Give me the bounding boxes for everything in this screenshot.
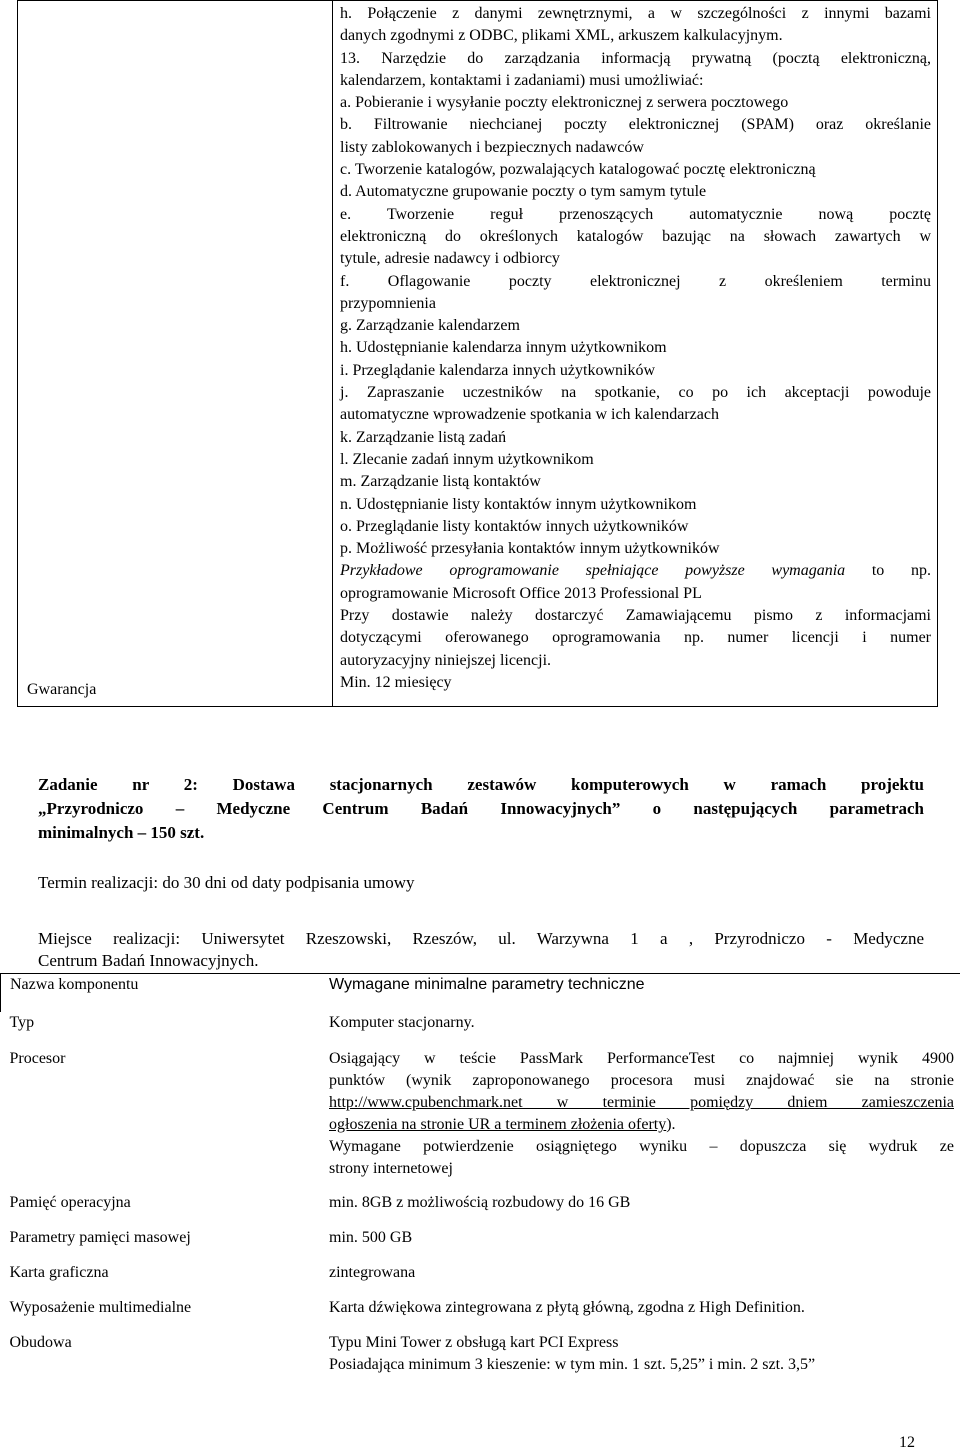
- requirement-line: p. Możliwość przesyłania kontaktów innym użytkowników: [340, 540, 720, 558]
- requirement-line: f. Oflagowanie poczty elektronicznej z określeniem terminu: [340, 272, 931, 290]
- procesor-line-4-tail: ).: [666, 1116, 676, 1133]
- procesor-link-2[interactable]: ogłoszenia na stronie UR a terminem złożenia oferty: [329, 1116, 667, 1133]
- delivery-note-line: Przy dostawie należy dostarczyć Zamawiającemu pismo z informacjami: [340, 607, 931, 625]
- deadline-text: Termin realizacji: do 30 dni od daty podpisania umowy: [38, 873, 415, 892]
- warranty-label-cell: [18, 1, 333, 707]
- task-heading-line-2: „Przyrodniczo – Medyczne Centrum Badań Innowacyjnych” o następujących parametrach: [38, 799, 924, 818]
- requirement-line: d. Automatyczne grupowanie poczty o tym samym tytule: [340, 183, 707, 201]
- example-software-name: oprogramowanie Microsoft Office 2013 Professional PL: [340, 584, 702, 602]
- task-heading-line-3: minimalnych – 150 szt.: [38, 823, 205, 842]
- spec-key-procesor: Procesor: [9, 1050, 66, 1067]
- example-software-line: [340, 560, 931, 582]
- delivery-note-line: autoryzacyjny niniejszej licencji.: [340, 651, 552, 669]
- requirement-line: e. Tworzenie reguł przenoszących automatycznie nową pocztę: [340, 205, 931, 223]
- procesor-line-5: Wymagane potwierdzenie osiągniętego wyniku – dopuszcza się wydruk ze: [329, 1138, 954, 1155]
- location-text: [38, 928, 924, 972]
- requirement-line: 13. Narzędzie do zarządzania informacją prywatną (pocztą elektroniczną,: [340, 49, 931, 67]
- spec-key-pamiec: Pamięć operacyjna: [9, 1194, 131, 1211]
- requirement-line: przypomnienia: [340, 294, 436, 312]
- procesor-link[interactable]: http://www.cpubenchmark.net w terminie pomiędzy dniem zamieszczenia: [329, 1094, 954, 1111]
- requirements-list: [333, 1, 937, 694]
- spec-key-typ: Typ: [9, 1014, 35, 1031]
- requirement-line: h. Udostępnianie kalendarza innym użytkownikom: [340, 339, 667, 357]
- requirement-line: o. Przeglądanie listy kontaktów innych użytkowników: [340, 517, 689, 535]
- requirement-line: i. Przeglądanie kalendarza innych użytkowników: [340, 361, 655, 379]
- requirement-line: j. Zapraszanie uczestników na spotkanie, co po ich akceptacji powoduje: [340, 384, 931, 402]
- requirement-line: n. Udostępnianie listy kontaktów innym użytkownikom: [340, 495, 697, 513]
- spec-key-multimedia: Wyposażenie multimedialne: [9, 1299, 192, 1316]
- obudowa-line-2: Posiadająca minimum 3 kieszenie: w tym min. 1 szt. 5,25” i min. 2 szt. 3,5”: [329, 1356, 816, 1373]
- spec-value-multimedia: Karta dźwiękowa zintegrowana z płytą główną, zgodna z High Definition.: [329, 1299, 805, 1316]
- spec-value-karta: zintegrowana: [329, 1264, 416, 1281]
- requirement-line: b. Filtrowanie niechcianej poczty elektronicznej (SPAM) oraz określanie: [340, 116, 931, 134]
- procesor-line-1: Osiągający w teście PassMark PerformanceTest co najmniej wynik 4900: [329, 1050, 954, 1067]
- spec-value-typ: Komputer stacjonarny.: [329, 1014, 475, 1031]
- task-heading-line-1: Zadanie nr 2: Dostawa stacjonarnych zestawów komputerowych w ramach projektu: [38, 775, 924, 794]
- requirement-line: listy zablokowanych i bezpiecznych nadawców: [340, 138, 644, 156]
- location-line-1: Miejsce realizacji: Uniwersytet Rzeszowski, Rzeszów, ul. Warzywna 1 a , Przyrodniczo - Medyczne: [38, 929, 924, 948]
- spec-key-masowa: Parametry pamięci masowej: [9, 1229, 191, 1246]
- warranty-value: Min. 12 miesięcy: [340, 673, 452, 691]
- example-software-italic: Przykładowe oprogramowanie spełniające powyższe wymagania: [340, 562, 846, 580]
- requirement-line: k. Zarządzanie listą zadań: [340, 428, 507, 446]
- spec-header-key: Nazwa komponentu: [1, 974, 330, 1013]
- requirement-line: danych zgodnymi z ODBC, plikami XML, arkuszem kalkulacyjnym.: [340, 27, 783, 45]
- spec-key-karta: Karta graficzna: [9, 1264, 109, 1281]
- procesor-line-6: strony internetowej: [329, 1160, 453, 1177]
- requirements-table: [17, 0, 938, 707]
- spec-value-procesor: [329, 1048, 960, 1192]
- spec-value-obudowa: [329, 1332, 960, 1378]
- procesor-line-4: [329, 1114, 954, 1136]
- requirement-line: m. Zarządzanie listą kontaktów: [340, 473, 541, 491]
- requirement-line: c. Tworzenie katalogów, pozwalających katalogować pocztę elektroniczną: [340, 161, 816, 179]
- spec-header-value: Wymagane minimalne parametry techniczne: [329, 974, 960, 1013]
- requirement-line: g. Zarządzanie kalendarzem: [340, 317, 520, 335]
- obudowa-line-1: Typu Mini Tower z obsługą kart PCI Express: [329, 1334, 619, 1351]
- task-heading: [38, 773, 924, 845]
- requirement-line: kalendarzem, kontaktami i zadaniami) musi umożliwiać:: [340, 71, 704, 89]
- requirement-line: l. Zlecanie zadań innym użytkownikom: [340, 450, 594, 468]
- spec-key-obudowa: Obudowa: [9, 1334, 72, 1351]
- requirement-line: automatyczne wprowadzenie spotkania w ich kalendarzach: [340, 406, 719, 424]
- spec-value-pamiec: min. 8GB z możliwością rozbudowy do 16 GB: [329, 1194, 631, 1211]
- procesor-line-2: punktów (wynik zaproponowanego procesora musi znajdować sie na stronie: [329, 1072, 954, 1089]
- spec-value-masowa: min. 500 GB: [329, 1229, 413, 1246]
- requirements-cell: [333, 1, 938, 707]
- warranty-label: Gwarancja: [27, 681, 97, 698]
- spec-table: [0, 973, 960, 1378]
- requirement-line: tytule, adresie nadawcy i odbiorcy: [340, 250, 560, 268]
- example-software-tail: to np.: [845, 562, 931, 580]
- page-number: 12: [899, 1434, 915, 1451]
- delivery-note-line: dotyczącymi oferowanego oprogramowania np. numer licencji i numer: [340, 629, 931, 647]
- requirement-line: h. Połączenie z danymi zewnętrznymi, a w szczególności z innymi bazami: [340, 5, 931, 22]
- requirement-line: a. Pobieranie i wysyłanie poczty elektronicznej z serwera pocztowego: [340, 94, 789, 112]
- location-line-2: Centrum Badań Innowacyjnych.: [38, 951, 259, 970]
- requirement-line: elektroniczną do określonych katalogów bazując na słowach zawartych w: [340, 227, 931, 245]
